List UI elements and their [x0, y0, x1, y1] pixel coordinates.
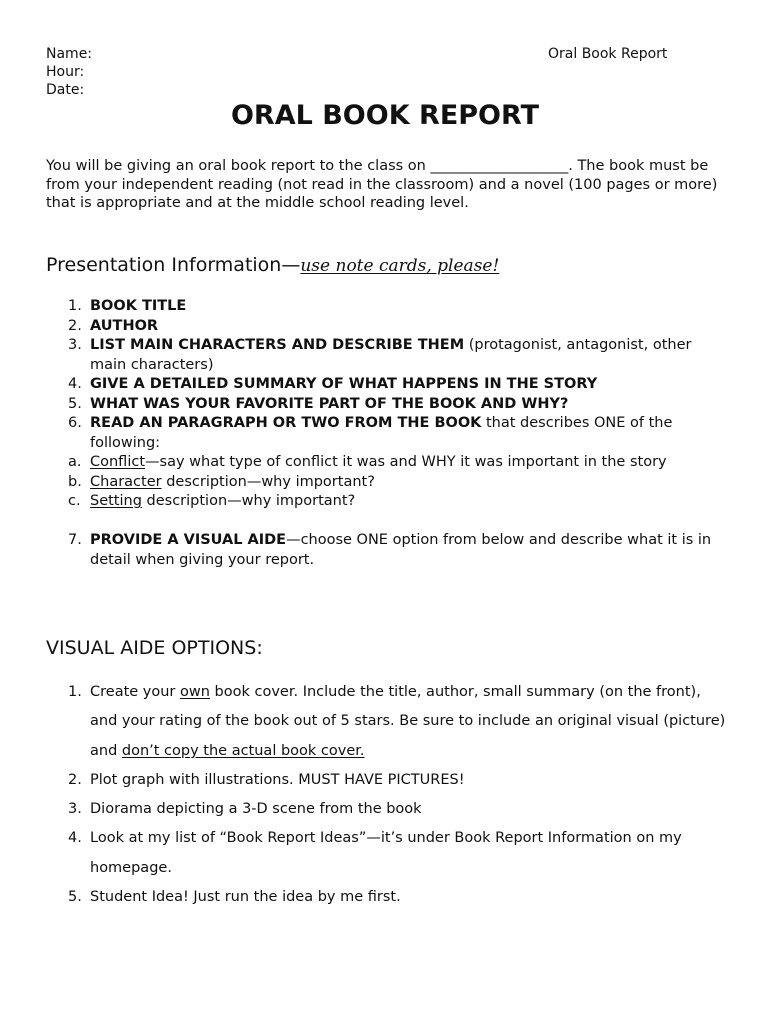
list-item-text: LIST MAIN CHARACTERS AND DESCRIBE THEM: [90, 337, 465, 353]
list-number: 5.: [68, 395, 82, 412]
list-item: [68, 883, 728, 912]
list-item: [68, 678, 728, 766]
list-item-text: Look at my list of “Book Report Ideas”—it’s under Book Report Information on my homepage.: [90, 830, 682, 876]
list-item-text: PROVIDE A VISUAL AIDE: [90, 532, 287, 548]
list-item: [68, 414, 728, 512]
intro-text-2: . The book must be from your independent reading (not read in the classroom) and a novel (100 pages or more) that is appropriate and at the middle school reading level.: [46, 158, 718, 211]
visual-aide-list: [68, 678, 728, 912]
list-item-text: READ AN PARAGRAPH OR TWO FROM THE BOOK: [90, 415, 482, 431]
list-number: 3.: [68, 801, 82, 818]
list-item: [68, 795, 728, 824]
intro-text-1: You will be giving an oral book report to the class on: [46, 158, 426, 174]
page-title: ORAL BOOK REPORT: [230, 100, 540, 131]
list-number: 2.: [68, 771, 82, 788]
dont-copy-emphasis: don’t copy the actual book cover.: [121, 742, 365, 759]
date-blank: ___________________: [430, 158, 569, 174]
sub-list-item: [68, 473, 728, 493]
list-item: [68, 375, 728, 395]
visual-aide-heading: VISUAL AIDE OPTIONS:: [46, 637, 263, 659]
list-item: [68, 317, 728, 337]
conflict-term: Conflict: [90, 454, 146, 470]
character-term: Character: [90, 473, 162, 490]
list-item-text: GIVE A DETAILED SUMMARY OF WHAT HAPPENS IN THE STORY: [90, 376, 598, 392]
list-number: 1.: [68, 298, 82, 314]
name-label: Name:: [46, 46, 93, 62]
list-item-text: Diorama depicting a 3-D scene from the book: [90, 801, 422, 818]
list-item: [68, 824, 728, 883]
list-item: [68, 395, 728, 415]
presentation-item-7: [68, 531, 728, 570]
setting-term: Setting: [90, 493, 142, 509]
list-item-text: AUTHOR: [90, 317, 159, 334]
list-number: 1.: [68, 684, 82, 700]
list-item-detail: that describes ONE of the following:: [90, 415, 673, 451]
list-number: 4.: [68, 376, 82, 392]
presentation-list: [68, 297, 728, 512]
sub-list-text: —say what type of conflict it was and WHY it was important in the story: [145, 454, 667, 470]
list-number: 2.: [68, 317, 82, 334]
list-item-text: book cover. Include the title, author, small summary (on the front), and your rating of the book out of 5 stars. Be sure to include an original visual (picture) and: [90, 684, 726, 759]
list-item-text: Plot graph with illustrations. MUST HAVE PICTURES!: [90, 771, 465, 788]
list-item-detail: —choose ONE option from below and describe what it is in detail when giving your report.: [90, 532, 712, 568]
presentation-heading: [46, 254, 499, 276]
date-label: Date:: [46, 82, 85, 98]
sub-list-item: [68, 492, 728, 512]
list-item: [68, 297, 728, 317]
sub-list-text: description—why important?: [141, 493, 356, 509]
intro-paragraph: [46, 157, 736, 213]
header-right-title: Oral Book Report: [548, 46, 668, 62]
sub-list-letter: a.: [68, 454, 82, 470]
list-item-text: WHAT WAS YOUR FAVORITE PART OF THE BOOK AND WHY?: [90, 395, 569, 412]
list-number: 3.: [68, 337, 82, 353]
list-item-text: Create your: [90, 684, 181, 700]
note-cards-note: use note cards, please!: [300, 256, 500, 276]
list-number: 6.: [68, 415, 82, 431]
list-item: [68, 336, 728, 375]
hour-label: Hour:: [46, 64, 85, 80]
own-emphasis: own: [180, 684, 210, 700]
sub-list-letter: c.: [68, 493, 81, 509]
sub-list-item: [68, 453, 728, 473]
list-number: 5.: [68, 889, 82, 906]
presentation-heading-text: Presentation Information—: [46, 254, 301, 276]
list-item: [68, 531, 728, 570]
sub-list-text: description—why important?: [161, 473, 375, 490]
list-number: 4.: [68, 830, 82, 847]
sub-list-letter: b.: [68, 473, 82, 490]
list-item-text: BOOK TITLE: [90, 298, 187, 314]
list-item: [68, 766, 728, 795]
list-number: 7.: [68, 532, 82, 548]
list-item-detail: (protagonist, antagonist, other main characters): [90, 337, 692, 373]
list-item-text: Student Idea! Just run the idea by me first.: [90, 889, 401, 906]
